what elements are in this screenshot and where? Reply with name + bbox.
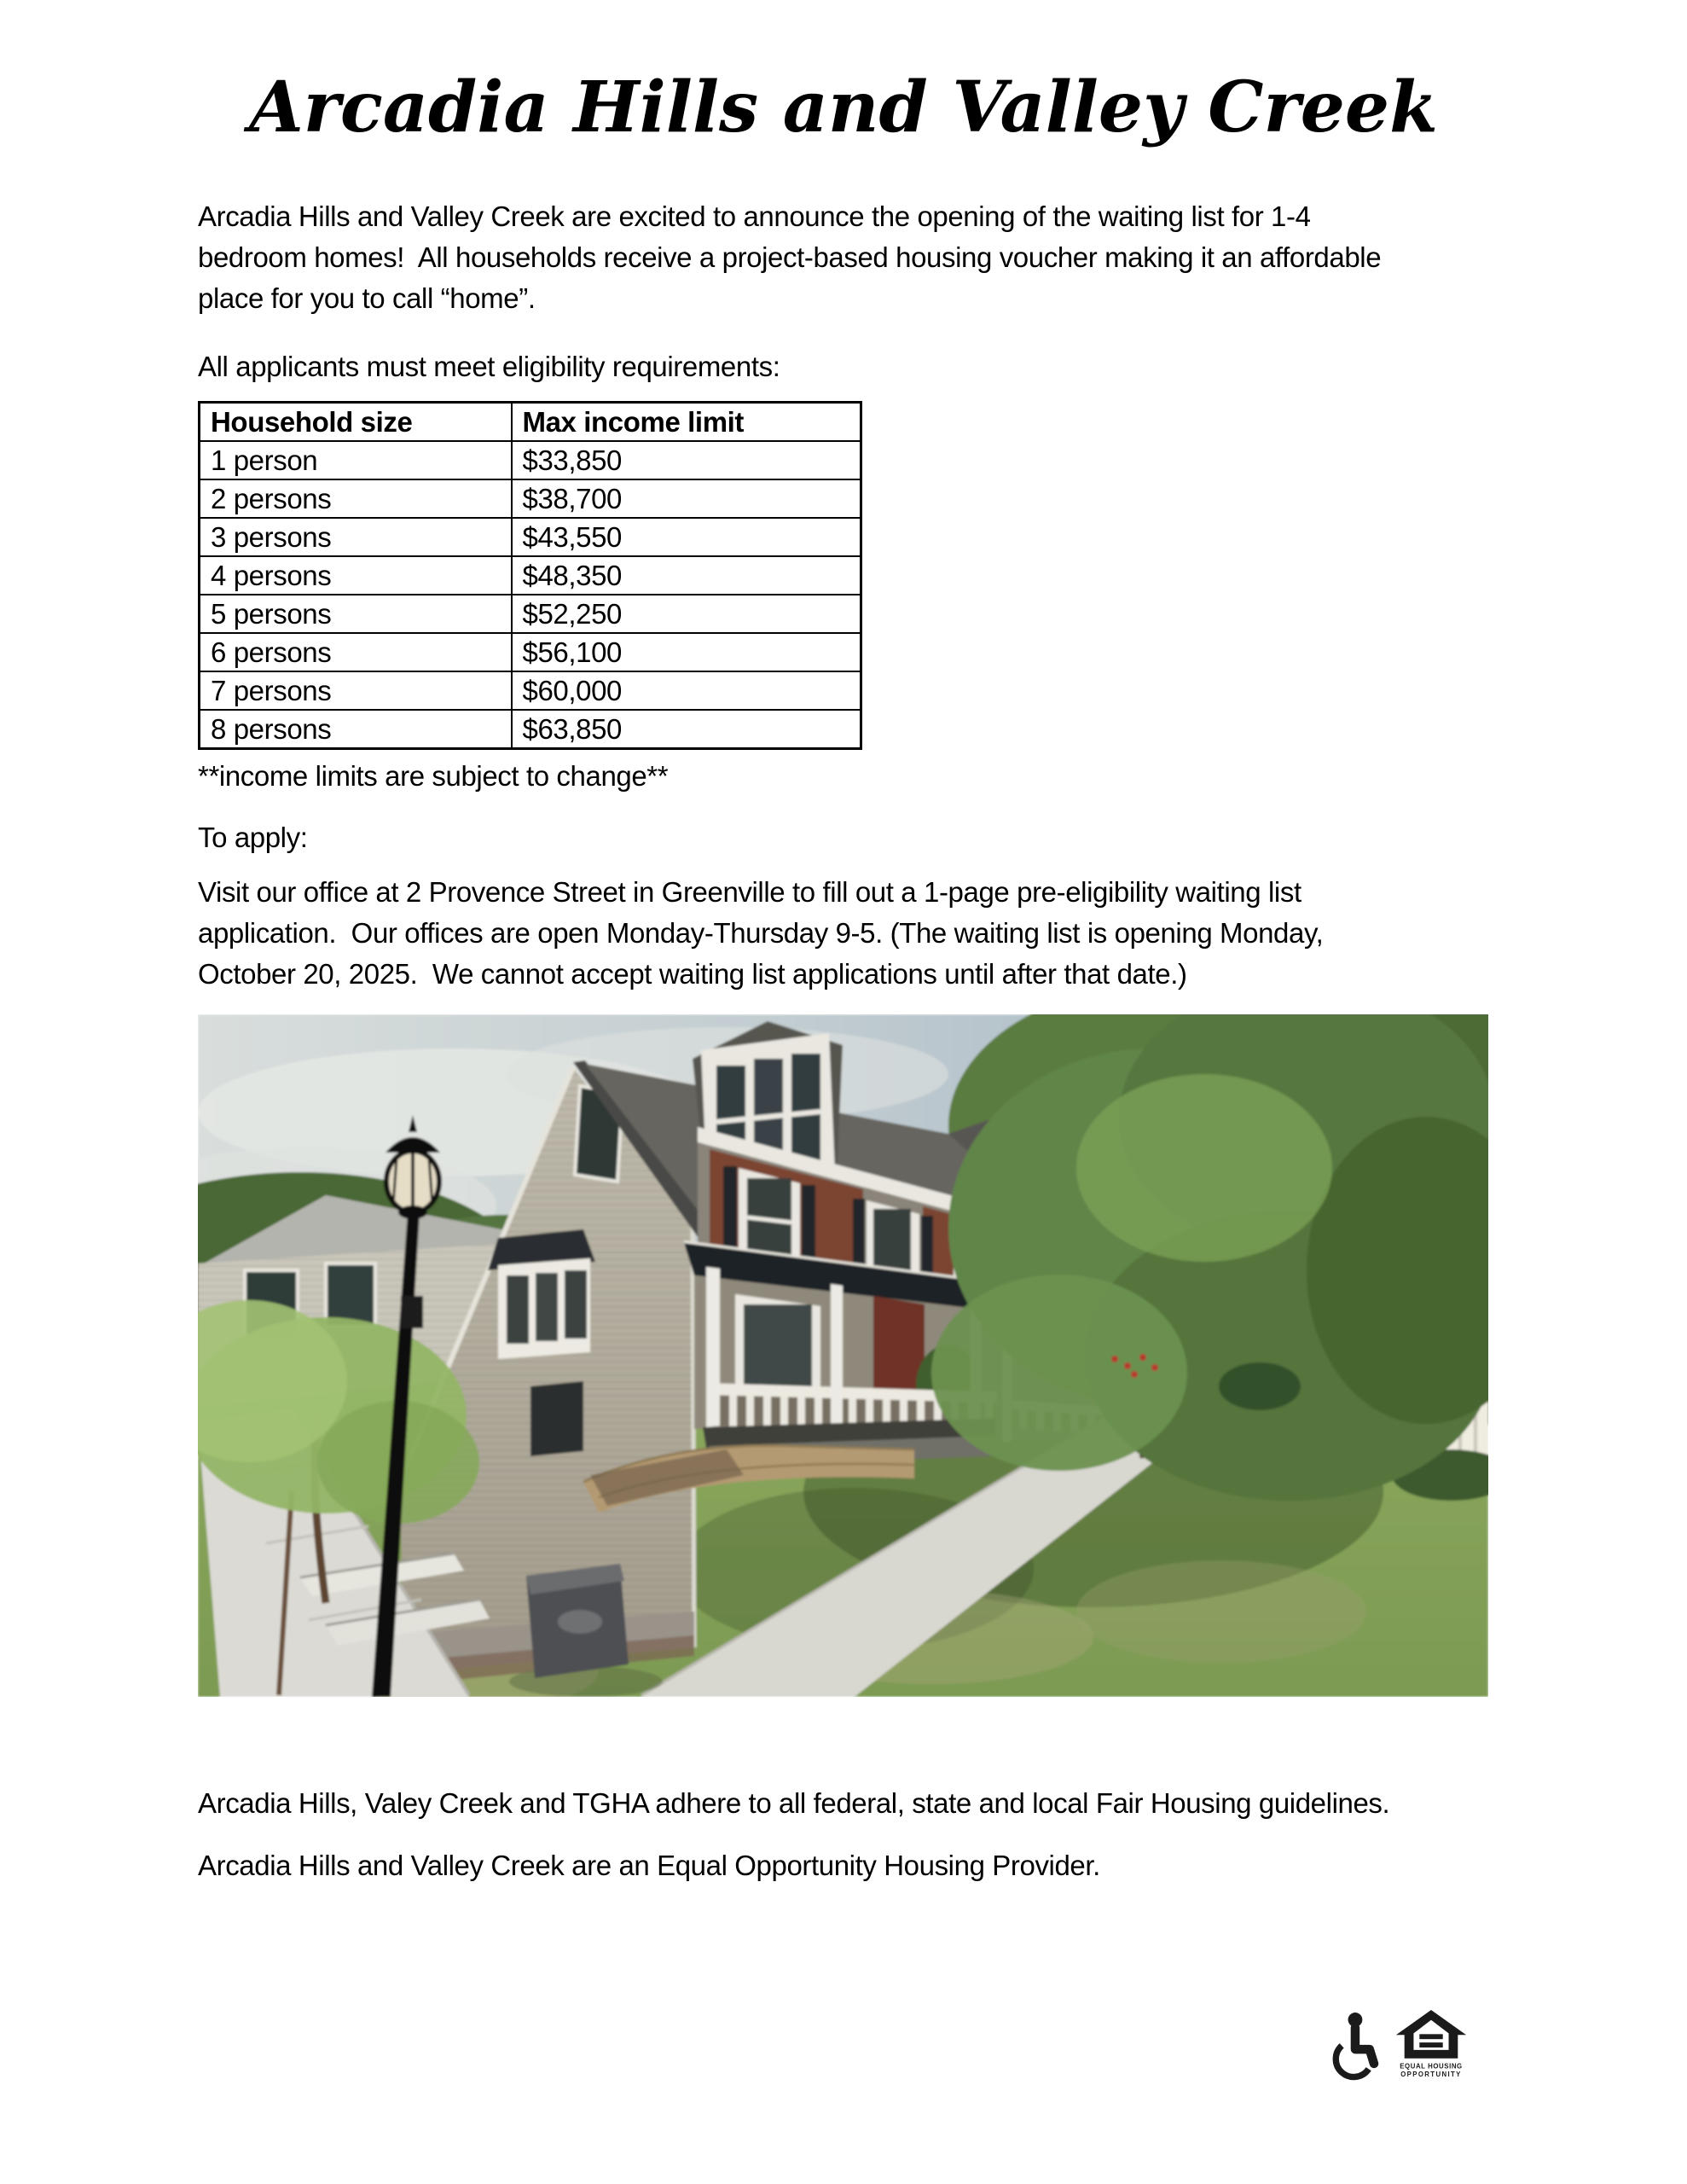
table-row — [200, 441, 861, 479]
fair-housing-line — [198, 1783, 1503, 1824]
table-row — [200, 479, 861, 518]
townhomes-street-scene — [198, 1014, 1488, 1697]
income-limit-cell: $38,700 — [512, 479, 861, 518]
eho-caption-line1: EQUAL HOUSING — [1400, 2062, 1463, 2071]
table-row — [200, 710, 861, 749]
intro-paragraph — [198, 196, 1503, 319]
text-line: Arcadia Hills, Valey Creek and TGHA adhere to all federal, state and local Fair Housing guidelines. — [198, 1787, 1390, 1819]
column-header-household-size: Household size — [200, 403, 512, 442]
text-line: Visit our office at 2 Provence Street in Greenville to fill out a 1-page pre-eligibility waiting list — [198, 876, 1301, 908]
apply-heading — [198, 817, 1503, 858]
income-limits-table — [198, 401, 862, 750]
income-limit-cell: $60,000 — [512, 671, 861, 710]
table-row — [200, 633, 861, 671]
income-limit-cell: $52,250 — [512, 595, 861, 633]
income-limit-cell: $56,100 — [512, 633, 861, 671]
table-row — [200, 556, 861, 595]
household-size-cell: 8 persons — [200, 710, 512, 749]
apply-paragraph — [198, 872, 1503, 995]
text-line: **income limits are subject to change** — [198, 760, 669, 792]
text-line: application. Our offices are open Monday-Thursday 9-5. (The waiting list is opening Monday, — [198, 917, 1324, 949]
eligibility-heading — [198, 346, 1503, 387]
text-line: place for you to call “home”. — [198, 282, 536, 314]
household-size-cell: 2 persons — [200, 479, 512, 518]
income-limit-cell: $33,850 — [512, 441, 861, 479]
equal-housing-opportunity-icon — [1392, 2008, 1470, 2085]
income-limit-cell: $43,550 — [512, 518, 861, 556]
income-limit-cell: $63,850 — [512, 710, 861, 749]
household-size-cell: 7 persons — [200, 671, 512, 710]
equal-opportunity-line — [198, 1845, 1503, 1886]
text-line: Arcadia Hills and Valley Creek are excited to announce the opening of the waiting list for 1-4 — [198, 200, 1311, 232]
household-size-cell: 4 persons — [200, 556, 512, 595]
table-header-row — [200, 403, 861, 442]
text-line: All applicants must meet eligibility requirements: — [198, 351, 780, 382]
income-note — [198, 756, 1503, 797]
text-line: To apply: — [198, 822, 308, 853]
street-view-photo — [198, 1014, 1488, 1697]
income-limit-cell: $48,350 — [512, 556, 861, 595]
household-size-cell: 5 persons — [200, 595, 512, 633]
household-size-cell: 3 persons — [200, 518, 512, 556]
eho-caption-line2: OPPORTUNITY — [1400, 2071, 1462, 2079]
table-row — [200, 595, 861, 633]
household-size-cell: 1 person — [200, 441, 512, 479]
text-line: bedroom homes! All households receive a project-based housing voucher making it an affordable — [198, 241, 1382, 273]
table-row — [200, 671, 861, 710]
text-line: October 20, 2025. We cannot accept waiting list applications until after that date.) — [198, 958, 1187, 990]
page-title: Arcadia Hills and Valley Creek — [249, 67, 1438, 148]
text-line: Arcadia Hills and Valley Creek are an Equal Opportunity Housing Provider. — [198, 1850, 1100, 1881]
household-size-cell: 6 persons — [200, 633, 512, 671]
column-header-max-income: Max income limit — [512, 403, 861, 442]
table-row — [200, 518, 861, 556]
accessibility-icon — [1330, 2012, 1382, 2083]
footer-logos — [1330, 2007, 1484, 2088]
